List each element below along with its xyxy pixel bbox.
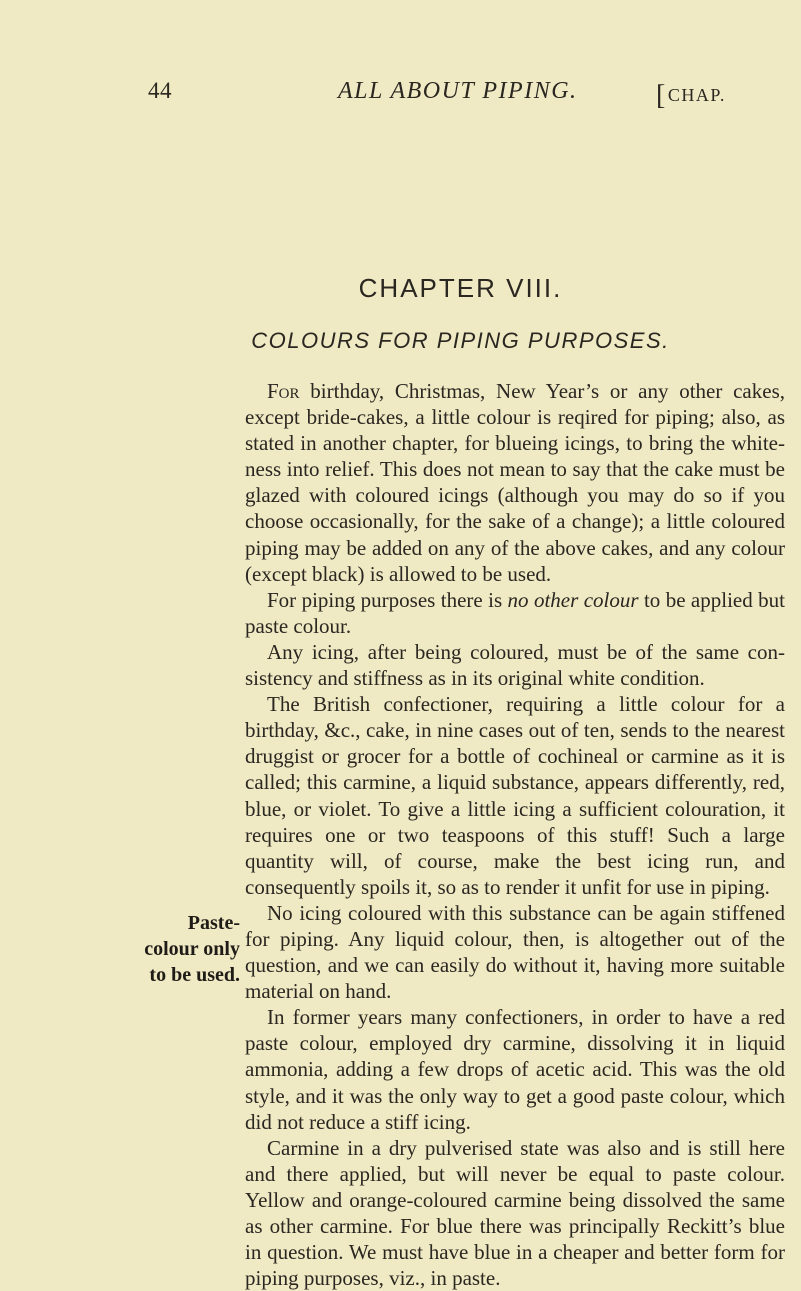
chapter-reference [656,78,726,110]
paragraph-text: birthday, Christmas, New Year’s or any other cakes, except bride-cakes, a little colour is reqired for piping; also, as stated in another chapter, for blueing icings, to bring the white-ness into relief. This does not mean to say that the cake must be glazed with coloured icings (although you may do so if you choose occasionally, for the sake of a change); a little coloured piping may be added on any of the above cakes, and any colour (except black) is allowed to be used. [245,379,785,586]
paragraph-text: to be applied but paste colour. [245,587,785,638]
paragraph: Carmine in a dry pulverised state was also and is still here and there applied, but will never be equal to paste colour. Yellow and orange-coloured carmine being dissolved the same as other carmine. For blue there was principally Reckitt’s blue in question. We must have blue in a cheaper and better form for piping purposes, viz., in paste. [245,1135,785,1291]
margin-note-line: colour only [144,938,240,961]
chapter-reference-text: CHAP. [667,85,726,105]
running-title: ALL ABOUT PIPING. [338,78,578,104]
paragraph-lead-word: For [267,379,300,403]
paragraph: Any icing, after being coloured, must be of the same con-sistency and stiffness as in its original white condition. [245,639,785,691]
margin-note [100,910,240,988]
running-header [0,78,801,111]
margin-note-line: to be used. [149,964,240,987]
chapter-title: CHAPTER VIII. [358,273,563,303]
paragraph: The British confectioner, requiring a little colour for a birthday, &c., cake, in nine cases out of ten, sends to the nearest druggist or grocer for a bottle of cochineal or carmine as it is called; this carmine, a liquid substance, appears differently, red, blue, or violet. To give a little icing a sufficient colouration, it requires one or two teaspoons of this stuff! Such a large quantity will, of course, make the best icing run, and consequently spoils it, so as to render it unfit for use in piping. [245,692,785,899]
emphasis-text: no other colour [507,587,639,612]
paragraph-text: For piping purposes there is [267,587,508,612]
page-number: 44 [148,78,172,103]
paragraph [245,378,785,587]
paragraph [245,587,785,639]
chapter-reference-bracket: [ [656,80,667,111]
margin-note-line: Paste- [187,912,240,934]
paragraph: In former years many confectioners, in order to have a red paste colour, employed dry carmine, dissolving it in liquid ammonia, adding a few drops of acetic acid. This was the old style, and it was the only way to get a good paste colour, which did not reduce a stiff icing. [245,1005,785,1134]
paragraph: No icing coloured with this substance can be again stiffened for piping. Any liquid colour, then, is altogether out of the question, and we can easily do without it, having more suitable material on hand. [245,900,785,1004]
chapter-subtitle: COLOURS FOR PIPING PURPOSES. [251,328,670,353]
body-text [245,378,785,1291]
